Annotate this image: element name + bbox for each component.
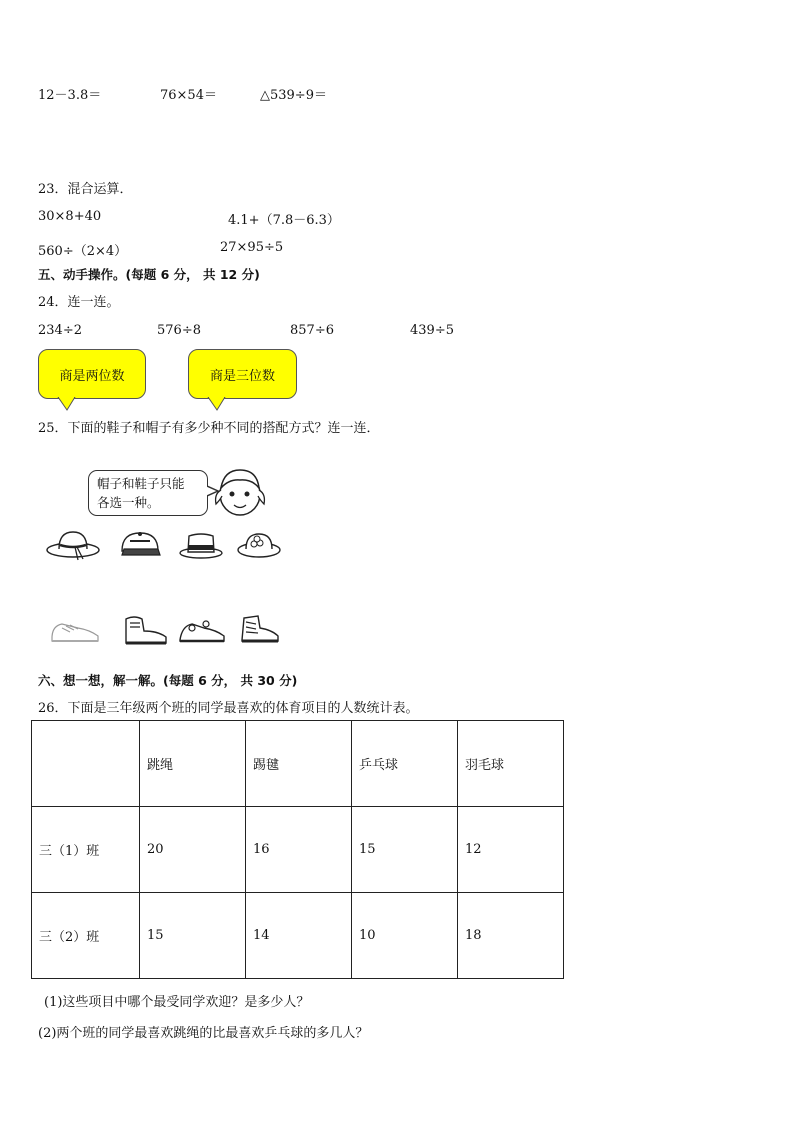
q24-box-two-digit[interactable]	[38, 349, 146, 399]
q26-title: 26．下面是三年级两个班的同学最喜欢的体育项目的人数统计表。	[38, 701, 419, 716]
q24-box-three-digit-label: 商是三位数	[209, 368, 275, 384]
table-row	[32, 807, 564, 893]
table-cell: 16	[246, 807, 352, 893]
speech-line-2: 各选一种。	[97, 495, 160, 510]
boot-icon	[118, 613, 172, 647]
table-cell: 10	[352, 893, 458, 979]
sun-hat-icon	[45, 528, 101, 562]
stats-table	[31, 720, 564, 979]
table-cell: 18	[458, 893, 564, 979]
sneaker-icon	[48, 616, 102, 646]
q24-expression-1: 234÷2	[38, 323, 82, 338]
table-header-cell: 跳绳	[140, 721, 246, 807]
table-cell: 12	[458, 807, 564, 893]
q24-expression-4: 439÷5	[410, 323, 454, 338]
q24-title: 24．连一连。	[38, 295, 120, 310]
fedora-hat-icon	[178, 530, 224, 560]
q22-item-1: 12－3.8＝	[38, 88, 102, 103]
table-cell: 20	[140, 807, 246, 893]
table-cell: 三（2）班	[32, 893, 140, 979]
q22-item-2: 76×54＝	[160, 88, 217, 103]
q24-box-three-digit[interactable]	[188, 349, 297, 399]
sandal-icon	[176, 614, 228, 646]
q23-title: 23．混合运算．	[38, 182, 133, 197]
bubble-tail-icon	[207, 397, 227, 411]
table-cell: 三（1）班	[32, 807, 140, 893]
q23-item-2: 4.1+（7.8－6.3）	[228, 213, 340, 228]
q26-sub-question-1: (1)这些项目中哪个最受同学欢迎？是多少人？	[44, 995, 310, 1010]
table-cell: 15	[140, 893, 246, 979]
q24-box-two-digit-label: 商是两位数	[59, 368, 125, 384]
bubble-tail-icon	[57, 397, 77, 411]
q25-title: 25．下面的鞋子和帽子有多少种不同的搭配方式？连一连．	[38, 421, 380, 436]
speech-bubble	[88, 470, 208, 516]
table-cell: 15	[352, 807, 458, 893]
q23-item-1: 30×8+40	[38, 209, 102, 224]
table-header-cell: 羽毛球	[458, 721, 564, 807]
q24-expression-2: 576÷8	[157, 323, 201, 338]
q22-item-3: △539÷9＝	[260, 88, 327, 103]
baseball-cap-icon	[118, 527, 162, 561]
q24-expression-3: 857÷6	[290, 323, 334, 338]
q23-item-3: 560÷（2×4）	[38, 244, 128, 259]
table-header-cell	[32, 721, 140, 807]
q23-item-4: 27×95÷5	[220, 240, 284, 255]
table-header-row	[32, 721, 564, 807]
girl-face-icon	[212, 462, 268, 522]
section-6-heading: 六、想一想，解一解。(每题 6 分， 共 30 分)	[38, 673, 298, 688]
table-header-cell: 踢毽	[246, 721, 352, 807]
speech-line-1: 帽子和鞋子只能	[97, 476, 185, 491]
table-header-cell: 乒乓球	[352, 721, 458, 807]
section-5-heading: 五、动手操作。(每题 6 分， 共 12 分)	[38, 267, 260, 282]
table-cell: 14	[246, 893, 352, 979]
q26-sub-question-2: (2)两个班的同学最喜欢跳绳的比最喜欢乒乓球的多几人？	[38, 1026, 369, 1041]
table-row	[32, 893, 564, 979]
high-top-shoe-icon	[236, 612, 282, 646]
flower-hat-icon	[236, 530, 282, 560]
